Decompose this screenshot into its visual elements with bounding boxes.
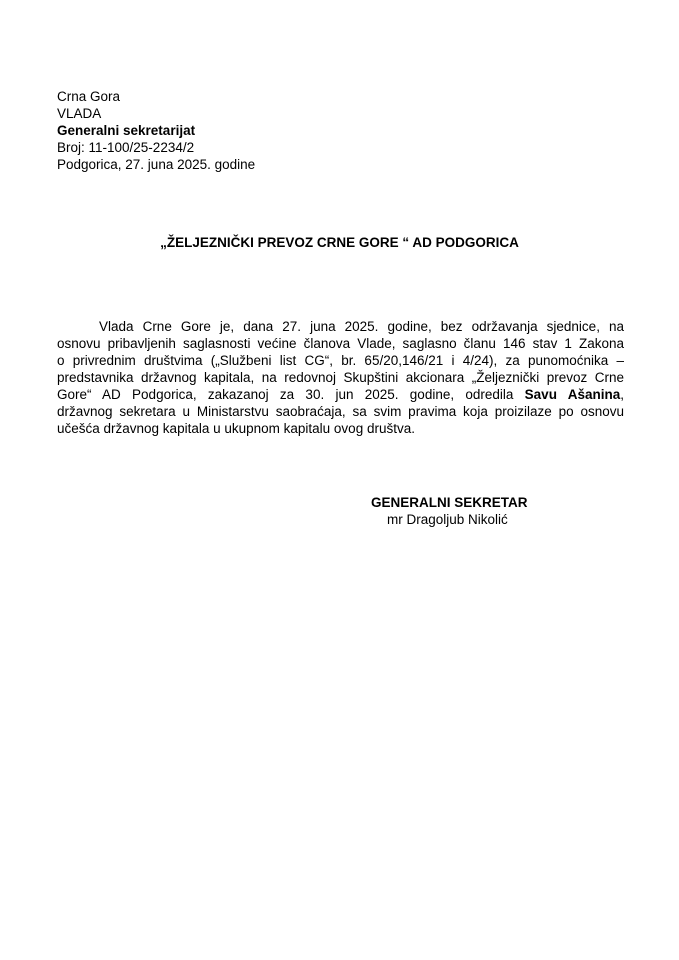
header-country: Crna Gora [57,89,121,104]
body-line-7: učešća državnog kapitala u ukupnom kapitalu ovog društva. [57,421,415,436]
document-title: „ŽELJEZNIČKI PREVOZ CRNE GORE “ AD PODGORICA [160,235,519,250]
document-header [57,88,255,173]
document-body [57,318,624,437]
body-line-3: o privrednim društvima („Službeni list CG“, br. 65/20,146/21 i 4/24), za punomoćnika – [57,353,624,368]
body-line-6: državnog sekretara u Ministarstvu saobraćaja, sa svim pravima koja proizilaze po osnovu [57,404,624,419]
appointee-name: Savu Ašanina [524,387,621,402]
body-line-4: predstavnika državnog kapitala, na redovnoj Skupštini akcionara „Željeznički prevoz Crne [57,370,624,385]
body-line-5-comma: , [620,387,624,402]
signature-title: GENERALNI SEKRETAR [371,495,528,510]
body-line-5 [57,386,624,403]
signature-name: mr Dragoljub Nikolić [387,512,508,527]
header-department: Generalni sekretarijat [57,123,196,138]
header-institution: VLADA [57,106,102,121]
body-line-2: osnovu pribavljenih saglasnosti većine članova Vlade, saglasno članu 146 stav 1 Zakona [57,336,624,351]
header-number: Broj: 11-100/25-2234/2 [57,140,195,155]
signature-block [371,494,528,528]
header-place-date: Podgorica, 27. juna 2025. godine [57,157,256,172]
body-line-1: Vlada Crne Gore je, dana 27. juna 2025. godine, bez održavanja sjednice, na [99,319,624,334]
body-line-5-text: Gore“ AD Podgorica, zakazanoj za 30. jun 2025. godine, odredila [57,387,525,402]
